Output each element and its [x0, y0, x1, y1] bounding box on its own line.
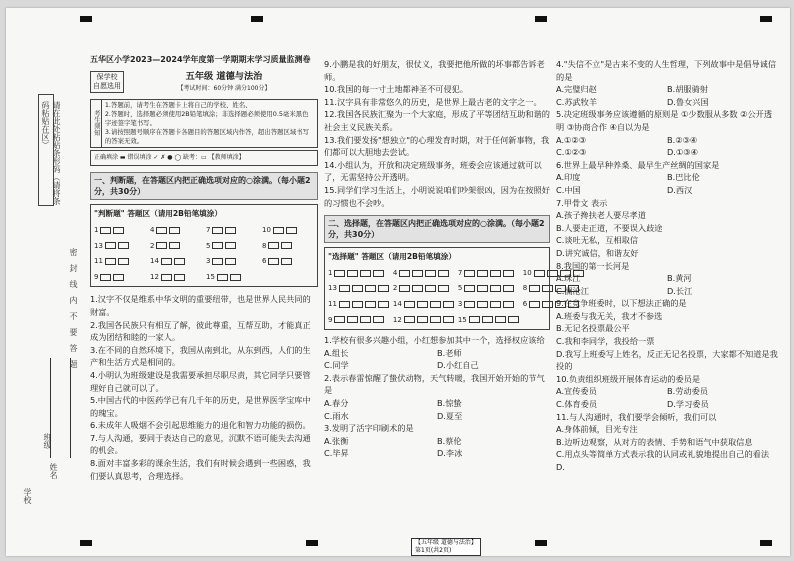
bubble-number: 9 [94, 272, 99, 281]
bubble-number: 7 [206, 225, 211, 234]
option: C.苏武牧羊 [556, 96, 598, 107]
answer-bubble[interactable] [430, 316, 441, 323]
option: A.宣传委员 [556, 386, 597, 397]
answer-bubble[interactable] [268, 258, 279, 265]
grid-title: "选择题" 答题区（请用2B铅笔填涂） [328, 252, 456, 262]
option: C.①②③ [556, 147, 587, 158]
answer-bubble[interactable] [490, 285, 501, 292]
bubble-cell[interactable] [150, 224, 202, 237]
option: A.印度 [556, 172, 581, 183]
answer-bubble[interactable] [503, 270, 514, 277]
bubble-number: 3 [206, 257, 211, 266]
bubble-number: 11 [328, 299, 337, 308]
answer-bubble[interactable] [529, 301, 540, 308]
bubble-cell[interactable] [393, 314, 454, 327]
answer-bubble[interactable] [508, 316, 519, 323]
option: B.黄河 [667, 273, 692, 284]
notice-line: 2.答题时，选择题必须使用2B铅笔填涂；非选择题必须使用0.5毫米黑色字迹签字笔书写。 [104, 109, 309, 127]
answer-bubble[interactable] [425, 285, 436, 292]
answer-bubble[interactable] [378, 301, 389, 308]
footer-line: 第1页(共2页) [415, 547, 452, 554]
bubble-cell[interactable] [393, 267, 454, 280]
bubble-cell[interactable] [206, 255, 258, 268]
answer-bubble[interactable] [542, 301, 553, 308]
option: C.中国 [556, 184, 581, 195]
bubble-cell[interactable] [206, 271, 258, 284]
answer-bubble[interactable] [365, 301, 376, 308]
answer-bubble[interactable] [490, 270, 501, 277]
option: A.珠江 [556, 273, 581, 284]
bubble-number: 14 [150, 257, 159, 266]
answer-bubble[interactable] [399, 285, 410, 292]
answer-bubble[interactable] [347, 316, 358, 323]
option: D.李冰 [437, 448, 463, 459]
answer-grid-mc [324, 247, 550, 330]
answer-bubble[interactable] [156, 242, 167, 249]
bubble-number: 4 [392, 268, 398, 277]
answer-bubble[interactable] [268, 242, 279, 249]
bubble-cell[interactable] [458, 298, 519, 311]
answer-bubble[interactable] [477, 285, 488, 292]
answer-bubble[interactable] [464, 285, 475, 292]
bubble-cell[interactable] [328, 314, 389, 327]
answer-bubble[interactable] [100, 274, 111, 281]
option: B.劳动委员 [667, 386, 708, 397]
page-footer [411, 538, 481, 556]
notice-box [90, 99, 318, 148]
options [324, 347, 550, 372]
registration-mark [535, 16, 547, 22]
bubble-number: 10 [522, 268, 532, 277]
bubble-number: 1 [94, 225, 99, 234]
registration-mark [80, 16, 92, 22]
question-text: 7.与人沟通，要同于表达自己的意见，沉默不语可能失去沟通的机会。 [90, 432, 311, 456]
answer-bubble[interactable] [430, 301, 441, 308]
answer-bubble[interactable] [482, 316, 493, 323]
bubble-number: 9 [328, 315, 333, 324]
school-label: 学校 [23, 488, 32, 504]
bubble-cell[interactable] [150, 255, 202, 268]
question-text: 10.我国的每一寸土地都神圣不可侵犯。 [324, 84, 469, 95]
tf-questions [90, 293, 318, 482]
answer-bubble[interactable] [217, 274, 228, 281]
binding-strip [20, 58, 86, 548]
registration-mark [251, 16, 263, 22]
bubble-cell[interactable] [150, 271, 202, 284]
seal-text: 自愿选用 [93, 81, 121, 90]
answer-bubble[interactable] [118, 242, 129, 249]
fill-example: 正确填涂 ▬ 错误填涂 ✓ ✗ ● ◯ 缺考：▭ 【教师填涂】 [90, 150, 318, 167]
option: A.①②③ [556, 134, 587, 145]
bubble-number: 15 [206, 272, 215, 281]
options [324, 397, 550, 422]
answer-bubble[interactable] [334, 270, 345, 277]
option: B.胡服骑射 [667, 84, 708, 95]
bubble-cell[interactable] [328, 282, 389, 295]
option: B.人要走正道，不要误入歧途 [556, 222, 663, 233]
bubble-number: 5 [206, 241, 211, 250]
bubble-cell[interactable] [393, 298, 454, 311]
answer-bubble[interactable] [399, 270, 410, 277]
answer-bubble[interactable] [225, 258, 236, 265]
options [556, 171, 778, 196]
bubble-number: 7 [457, 268, 463, 277]
answer-bubble[interactable] [113, 274, 124, 281]
registration-mark [306, 540, 318, 546]
bubble-grid [328, 267, 546, 326]
options [324, 435, 550, 460]
answer-bubble[interactable] [225, 242, 236, 249]
column-2 [324, 58, 550, 460]
bubble-cell[interactable] [150, 240, 202, 253]
answer-bubble[interactable] [360, 270, 371, 277]
exam-sheet [6, 8, 790, 556]
bubble-number: 11 [94, 257, 103, 266]
option: A.张衡 [324, 435, 349, 446]
bubble-cell[interactable] [206, 240, 258, 253]
column-1 [90, 54, 318, 482]
bubble-cell[interactable] [328, 298, 389, 311]
exam-title: 五年级 道德与法治 [185, 70, 263, 82]
answer-bubble[interactable] [225, 227, 236, 234]
option: D.①③④ [667, 147, 698, 158]
class-label: 班级 [43, 433, 52, 449]
bubble-cell[interactable] [94, 240, 146, 253]
option: D.长江 [667, 285, 693, 296]
answer-bubble[interactable] [161, 258, 172, 265]
bubble-cell[interactable] [206, 224, 258, 237]
notice-label: 考生须知 [91, 100, 102, 147]
question-text: 11.汉字具有非常悠久的历史，是世界上最古老的文字之一。 [324, 96, 542, 107]
question-text: 3.在不同的自然环境下，我国从南到北，从东到西，人们的生产和生活方式是相同的。 [90, 344, 311, 368]
exam-id-box [38, 94, 61, 206]
answer-bubble[interactable] [542, 285, 553, 292]
option: A.春分 [324, 398, 349, 409]
options [556, 272, 778, 297]
registration-mark [760, 540, 772, 546]
option: D.我写上班委写上姓名，反正无记名投票，大家都不知道是我投的 [556, 348, 778, 372]
answer-bubble[interactable] [425, 270, 436, 277]
option: D.夏至 [437, 410, 463, 421]
option: C.同学 [324, 360, 349, 371]
answer-bubble[interactable] [286, 227, 297, 234]
option: A.孩子搀扶老人要尽孝道 [556, 210, 646, 221]
option: D.西汉 [667, 184, 693, 195]
answer-bubble[interactable] [281, 242, 292, 249]
registration-mark [760, 16, 772, 22]
option: A.组长 [324, 347, 349, 358]
bubble-cell[interactable] [262, 224, 314, 237]
answer-bubble[interactable] [373, 270, 384, 277]
bubble-cell[interactable] [94, 255, 146, 268]
bubble-number: 2 [150, 241, 155, 250]
question-text: 12.我国各民族汇聚为一个大家庭，形成了平等团结互助和谐的社会主义民族关系。 [324, 109, 550, 132]
answer-bubble[interactable] [490, 301, 501, 308]
question-text: 4."失信不立"是古来不变的人生哲理，下列故事中是倡导诚信的是 [556, 59, 777, 82]
options [556, 134, 778, 159]
option: C.毕昇 [324, 448, 349, 459]
question-text: 1.学校有很多兴趣小组，小红想参加其中一个，选择权应该给 [324, 335, 545, 346]
answer-bubble[interactable] [529, 285, 540, 292]
bubble-cell[interactable] [262, 240, 314, 253]
question-text: 3.发明了活字印刷术的是 [324, 423, 414, 434]
column-3 [556, 58, 778, 474]
option: D.学习委员 [667, 399, 709, 410]
answer-bubble[interactable] [360, 316, 371, 323]
option: D.鲁女兴国 [667, 96, 709, 107]
answer-bubble[interactable] [503, 301, 514, 308]
answer-bubble[interactable] [438, 285, 449, 292]
answer-bubble[interactable] [378, 285, 389, 292]
bubble-number: 3 [457, 299, 463, 308]
answer-bubble[interactable] [230, 274, 241, 281]
answer-bubble[interactable] [464, 301, 475, 308]
answer-bubble[interactable] [339, 285, 350, 292]
answer-bubble[interactable] [412, 270, 423, 277]
question-text: 7.甲骨文 表示 [556, 197, 608, 208]
mc-questions [324, 334, 550, 460]
bubble-cell[interactable] [94, 271, 146, 284]
exam-seal-box [90, 71, 124, 93]
tf-questions-cont [324, 58, 550, 209]
bubble-number: 8 [262, 241, 267, 250]
answer-bubble[interactable] [534, 270, 545, 277]
answer-bubble[interactable] [212, 258, 223, 265]
exam-header: 五华区小学2023—2024学年度第一学期期末学习质量监测卷 [90, 55, 311, 64]
answer-bubble[interactable] [404, 316, 415, 323]
answer-bubble[interactable] [443, 301, 454, 308]
bubble-number: 12 [392, 315, 402, 324]
option: B.蔡伦 [437, 435, 462, 446]
answer-bubble[interactable] [373, 316, 384, 323]
answer-bubble[interactable] [334, 316, 345, 323]
bubble-number: 12 [150, 272, 159, 281]
answer-bubble[interactable] [464, 270, 475, 277]
option: C.用点头等简单方式表示我的认同或礼貌地提出自己的看法 [556, 449, 770, 460]
bubble-cell[interactable] [458, 282, 519, 295]
question-text: 5.决定班级事务应该遵循的原则是 ①少数服从多数 ②公开透明 ③协商合作 ④自以为是 [556, 109, 773, 132]
option: B.无记名投票最公平 [556, 323, 630, 334]
bubble-number: 4 [150, 225, 155, 234]
question-text: 14.小组认为，开放和决定班级事务，班委会应该通过就可以了，无需坚持公开透明。 [324, 159, 542, 183]
bubble-cell[interactable] [458, 314, 519, 327]
option: B.巴比伦 [667, 172, 700, 183]
bubble-number: 1 [328, 268, 333, 277]
answer-bubble[interactable] [495, 316, 506, 323]
answer-bubble[interactable] [169, 227, 180, 234]
footer-line: 【五年级 道德与法治】 [415, 539, 477, 546]
answer-bubble[interactable] [100, 227, 111, 234]
question-text: 5.中国古代的中医药学已有几千年的历史，是世界医学宝库中的瑰宝。 [90, 395, 311, 418]
option: B.老师 [437, 347, 462, 358]
options [556, 423, 778, 473]
section-1-heading: 一、判断题，在答题区内把正确选项对应的○涂满。（每小题2分，共30分） [90, 172, 318, 200]
answer-bubble[interactable] [156, 227, 167, 234]
bubble-cell[interactable] [94, 224, 146, 237]
bubble-number: 14 [392, 299, 402, 308]
answer-bubble[interactable] [174, 258, 185, 265]
question-text: 4.小明认为班级建设是我需要承担尽职尽责，其它同学只要管理好自己就可以了。 [90, 369, 311, 393]
answer-bubble[interactable] [161, 274, 172, 281]
question-text: 6.未成年人吸烟不会引起思维能力的退化和智力功能的损伤。 [90, 420, 311, 431]
options [556, 209, 778, 259]
answer-bubble[interactable] [174, 274, 185, 281]
answer-bubble[interactable] [273, 227, 284, 234]
exam-time: 【考试时间：60分钟 满分100分】 [177, 85, 271, 93]
answer-bubble[interactable] [438, 270, 449, 277]
bubble-number: 10 [262, 225, 271, 234]
answer-bubble[interactable] [365, 285, 376, 292]
mc-questions-cont [556, 58, 778, 474]
bubble-number: 6 [522, 299, 528, 308]
answer-bubble[interactable] [443, 316, 454, 323]
bubble-grid [94, 224, 314, 283]
question-text: 8.面对丰富多彩的课余生活，我们有时候会遇到一些困惑，我们要认真思考，合理选择。 [90, 458, 311, 481]
question-text: 9.在竞争班委时，以下想法正确的是 [556, 298, 687, 309]
seal-line-text: 密封线内不要答题 [69, 248, 78, 376]
answer-bubble[interactable] [113, 227, 124, 234]
answer-bubble[interactable] [169, 242, 180, 249]
answer-bubble[interactable] [347, 270, 358, 277]
answer-bubble[interactable] [339, 301, 350, 308]
section-2-heading: 二、选择题，在答题区内把正确选项对应的○涂满。（每小题2分，共30分） [324, 215, 550, 243]
answer-bubble[interactable] [412, 285, 423, 292]
grid-title: "判断题" 答题区（请用2B铅笔填涂） [94, 209, 222, 219]
option: D.小红自己 [437, 360, 479, 371]
bubble-number: 15 [457, 315, 467, 324]
answer-bubble[interactable] [281, 258, 292, 265]
options [556, 83, 778, 108]
answer-bubble[interactable] [352, 301, 363, 308]
bubble-number: 6 [262, 257, 267, 266]
answer-bubble[interactable] [417, 316, 428, 323]
question-text: 1.汉字不仅是维系中华文明的重要纽带，也是世界人民共同的财富。 [90, 294, 311, 317]
question-text: 11.与人沟通时，我们要学会倾听，我们可以 [556, 411, 717, 422]
option: A.完璧归赵 [556, 84, 597, 95]
option: C.我和李同学，我投给一票 [556, 336, 655, 347]
bubble-number: 8 [522, 284, 528, 293]
options [556, 310, 778, 373]
answer-bubble[interactable] [477, 270, 488, 277]
question-text: 6.世界上最早种养桑、最早生产丝绸的国家是 [556, 159, 720, 170]
bubble-cell[interactable] [458, 267, 519, 280]
option: B.②③④ [667, 134, 698, 145]
options [556, 385, 778, 410]
answer-bubble[interactable] [503, 285, 514, 292]
answer-bubble[interactable] [352, 285, 363, 292]
bubble-cell[interactable] [328, 267, 389, 280]
notice-line: 3.请按照题号顺序在答题卡各题目的答题区域内作答，超出答题区域书写的答案无效。 [104, 127, 310, 145]
answer-bubble[interactable] [212, 227, 223, 234]
question-text: 15.同学们学习生活上，小明说说咱们吵架很凶，因为在按照好的习惯也不会吵。 [324, 184, 550, 208]
question-text: 9.小鹏是我的好朋友，很仗义，我要把他所做的坏事都告诉老师。 [324, 59, 545, 82]
question-text: 8.我国的第一长河是 [556, 260, 630, 271]
option: B.惊蛰 [437, 398, 462, 409]
answer-bubble[interactable] [404, 301, 415, 308]
registration-mark [535, 540, 547, 546]
bubble-cell[interactable] [262, 255, 314, 268]
option: D.讲究诚信，和谐友好 [556, 247, 639, 258]
bubble-number: 5 [457, 284, 463, 293]
answer-bubble[interactable] [105, 242, 116, 249]
seal-text: 保学校 [96, 72, 118, 81]
answer-bubble[interactable] [118, 258, 129, 265]
option: D. [556, 462, 565, 472]
bubble-number: 2 [392, 284, 398, 293]
bubble-cell[interactable] [393, 282, 454, 295]
notice-line: 1.答题前，请考生在答题卡上将自己的学校、姓名、 [104, 100, 252, 109]
name-label: 姓名 [49, 463, 58, 479]
option: A.身体前倾，目光专注 [556, 424, 638, 435]
question-text: 10.负责组织班级开展体育运动的委员是 [556, 373, 701, 384]
answer-bubble[interactable] [212, 242, 223, 249]
option: C.澜沧江 [556, 285, 589, 296]
question-text: 13.我们要发扬"想独立"的心理发育时期，对于任何新事物，我们都可以大胆地去尝试。 [324, 134, 550, 158]
bubble-number: 13 [328, 284, 337, 293]
question-text: 2.我国各民族只有相互了解，彼此尊重，互帮互助，才能真正成为团结和睦的一家人。 [90, 319, 311, 343]
answer-bubble[interactable] [477, 301, 488, 308]
answer-bubble[interactable] [469, 316, 480, 323]
exam-id-label: 请在此处粘贴条形码（请将条码粘贴在区） [41, 101, 61, 205]
question-text: 2.表示春雷惊醒了蛰伏动物，天气转暖，我国开始开始的节气是 [324, 372, 545, 396]
answer-grid-tf [90, 204, 318, 287]
answer-bubble[interactable] [417, 301, 428, 308]
option: C.谈吐无私，互相取信 [556, 235, 639, 246]
option: A.班委与我无关，我才不参选 [556, 310, 663, 321]
option: C.体育委员 [556, 399, 598, 410]
answer-bubble[interactable] [105, 258, 116, 265]
option: C.雨水 [324, 410, 349, 421]
bubble-number: 13 [94, 241, 103, 250]
option: B.边听边观察，从对方的表情、手势和语气中获取信息 [556, 436, 753, 447]
